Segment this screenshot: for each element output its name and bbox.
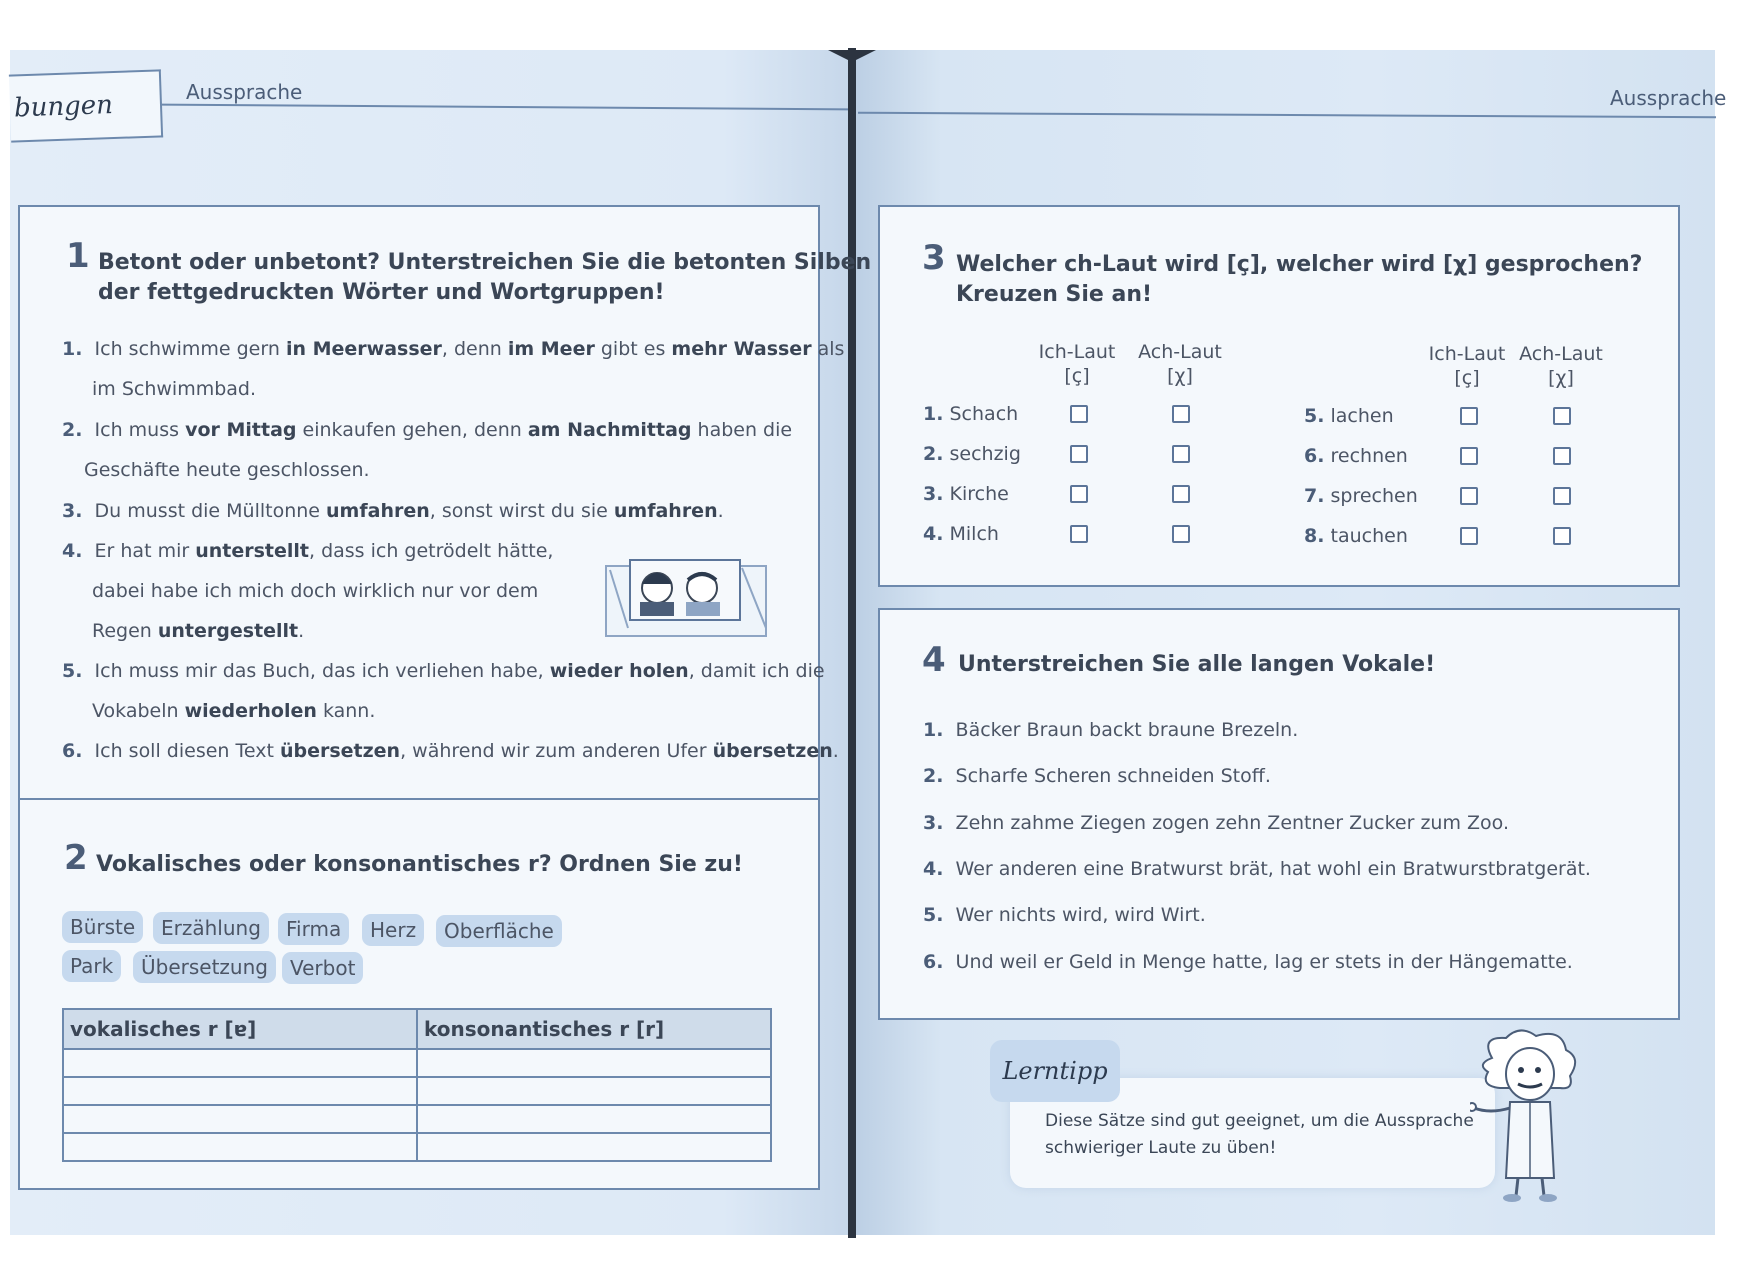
ex3-item-8: [1304, 525, 1408, 547]
checkbox-7-ach[interactable]: [1553, 487, 1571, 505]
ex4-item-1: [923, 719, 1298, 741]
bookmark-marker: [828, 50, 876, 62]
exercise-4-number: 4: [922, 640, 946, 680]
ex3-item-num: 6.: [1304, 445, 1325, 467]
checkbox-8-ich[interactable]: [1460, 527, 1478, 545]
ex4-item-text: Wer anderen eine Bratwurst brät, hat wohl ein Bratwurstbratgerät.: [955, 858, 1591, 880]
window-people-illustration: [602, 558, 772, 640]
ex3-item-7: [1304, 485, 1418, 507]
ex3-item-word: lachen: [1330, 405, 1394, 427]
ex3-item-num: 2.: [923, 443, 944, 465]
ex3-item-word: sprechen: [1330, 485, 1418, 507]
ex4-item-5: [923, 904, 1206, 926]
ex1-item-5-line2: Vokabeln wiederholen kann.: [92, 700, 376, 722]
checkbox-4-ich[interactable]: [1070, 525, 1088, 543]
checkbox-6-ich[interactable]: [1460, 447, 1478, 465]
col-ach-laut-left: [1125, 340, 1235, 388]
lerntipp-text: [1045, 1108, 1474, 1162]
lerntipp-line2: schwieriger Laute zu üben!: [1045, 1138, 1277, 1158]
exercise-3-title-line1: Welcher ch-Laut wird [ç], welcher wird [χ] gesprochen?: [956, 252, 1643, 277]
checkbox-7-ich[interactable]: [1460, 487, 1478, 505]
ex4-item-text: Bäcker Braun backt braune Brezeln.: [955, 719, 1299, 741]
table-cell[interactable]: [417, 1105, 771, 1133]
right-header-title: Aussprache: [1610, 86, 1727, 110]
checkbox-3-ich[interactable]: [1070, 485, 1088, 503]
ex1-item-1-line2: im Schwimmbad.: [92, 378, 257, 400]
col-vokalisch: vokalisches r [ɐ]: [63, 1009, 417, 1049]
ex1-item-4-line1: 4. Er hat mir unterstellt, dass ich getrödelt hätte,: [62, 540, 554, 562]
left-header-title: Aussprache: [186, 80, 303, 104]
ex4-item-num: 5.: [923, 904, 944, 926]
checkbox-5-ach[interactable]: [1553, 407, 1571, 425]
ex3-item-num: 8.: [1304, 525, 1325, 547]
ex3-item-5: [1304, 405, 1394, 427]
ex1-item-5-line1: 5. Ich muss mir das Buch, das ich verliehen habe, wieder holen, damit ich die: [62, 660, 825, 682]
col-ach-label: Ach-Laut: [1138, 341, 1222, 363]
book-spine: [848, 48, 856, 1238]
ex4-item-text: Wer nichts wird, wird Wirt.: [955, 904, 1206, 926]
lerntipp-line1: Diese Sätze sind gut geeignet, um die Aussprache: [1045, 1111, 1474, 1131]
checkbox-8-ach[interactable]: [1553, 527, 1571, 545]
table-cell[interactable]: [417, 1049, 771, 1077]
col-ich-label: Ich-Laut: [1038, 341, 1116, 363]
ex4-item-text: Scharfe Scheren schneiden Stoff.: [955, 765, 1271, 787]
exercise-3-title-line2: Kreuzen Sie an!: [956, 282, 1153, 307]
col-ich-laut-left: [1022, 340, 1132, 388]
col-ich-symbol: [ç]: [1064, 365, 1090, 387]
ex3-item-num: 7.: [1304, 485, 1325, 507]
ex1-item-3: 3. Du musst die Mülltonne umfahren, sonst wirst du sie umfahren.: [62, 500, 724, 522]
ex4-item-num: 4.: [923, 858, 944, 880]
ex1-item-2-line2: Geschäfte heute geschlossen.: [84, 459, 370, 481]
col-ach-label: Ach-Laut: [1519, 343, 1603, 365]
word-chip-5: Oberfläche: [436, 915, 562, 947]
checkbox-5-ich[interactable]: [1460, 407, 1478, 425]
checkbox-1-ach[interactable]: [1172, 405, 1190, 423]
ex4-item-num: 2.: [923, 765, 944, 787]
ex3-item-word: sechzig: [949, 443, 1021, 465]
ex3-item-num: 3.: [923, 483, 944, 505]
table-cell[interactable]: [63, 1077, 417, 1105]
col-ich-symbol: [ç]: [1454, 367, 1480, 389]
ex4-item-4: [923, 858, 1591, 880]
ex1-item-1-line1: 1. Ich schwimme gern in Meerwasser, denn im Meer gibt es mehr Wasser als: [62, 338, 845, 360]
ex1-item-4-line2: dabei habe ich mich doch wirklich nur vor dem: [92, 580, 539, 602]
col-ach-laut-right: [1506, 342, 1616, 390]
ex4-item-num: 1.: [923, 719, 944, 741]
col-ach-symbol: [χ]: [1548, 367, 1574, 389]
ex3-item-1: [923, 403, 1018, 425]
ex3-item-word: rechnen: [1330, 445, 1408, 467]
table-cell[interactable]: [63, 1105, 417, 1133]
table-cell[interactable]: [417, 1077, 771, 1105]
col-konsonantisch: konsonantisches r [r]: [417, 1009, 771, 1049]
col-ich-label: Ich-Laut: [1428, 343, 1506, 365]
word-chip-7: Übersetzung: [133, 951, 276, 983]
exercise-3-number: 3: [922, 238, 946, 278]
word-chip-2: Erzählung: [153, 912, 269, 944]
checkbox-1-ich[interactable]: [1070, 405, 1088, 423]
checkbox-4-ach[interactable]: [1172, 525, 1190, 543]
checkbox-6-ach[interactable]: [1553, 447, 1571, 465]
ex1-item-2-line1: 2. Ich muss vor Mittag einkaufen gehen, denn am Nachmittag haben die: [62, 419, 793, 441]
exercise-4-title: Unterstreichen Sie alle langen Vokale!: [958, 652, 1436, 677]
ex3-item-2: [923, 443, 1021, 465]
exercise-1-title-line2: der fettgedruckten Wörter und Wortgruppen!: [98, 280, 665, 305]
ex3-item-3: [923, 483, 1009, 505]
ex1-item-4-line3: Regen untergestellt.: [92, 620, 305, 642]
table-cell[interactable]: [417, 1133, 771, 1161]
lerntipp-badge: Lerntipp: [990, 1040, 1120, 1102]
exercise-1-title-line1: Betont oder unbetont? Unterstreichen Sie die betonten Silben: [98, 250, 872, 275]
ex4-item-6: [923, 951, 1573, 973]
ex4-item-text: Und weil er Geld in Menge hatte, lag er stets in der Hängematte.: [955, 951, 1573, 973]
ex3-item-word: Schach: [949, 403, 1019, 425]
ex3-item-word: tauchen: [1330, 525, 1408, 547]
ex4-item-text: Zehn zahme Ziegen zogen zehn Zentner Zucker zum Zoo.: [955, 812, 1509, 834]
checkbox-3-ach[interactable]: [1172, 485, 1190, 503]
professor-illustration: [1470, 1028, 1590, 1203]
word-chip-4: Herz: [362, 914, 424, 946]
exercise-3-title: [956, 250, 1642, 310]
exercise-1-title: [98, 248, 871, 308]
table-cell[interactable]: [63, 1049, 417, 1077]
ex3-item-6: [1304, 445, 1408, 467]
ex3-item-word: Milch: [949, 523, 999, 545]
section-tab: bungen: [9, 69, 163, 142]
ex3-item-num: 5.: [1304, 405, 1325, 427]
word-chip-1: Bürste: [62, 911, 143, 943]
ex4-item-2: [923, 765, 1271, 787]
r-sorting-table: [62, 1008, 772, 1162]
ex3-item-num: 1.: [923, 403, 944, 425]
ex4-item-num: 3.: [923, 812, 944, 834]
word-chip-8: Verbot: [282, 952, 363, 984]
exercise-1-number: 1: [66, 236, 90, 276]
ex3-item-4: [923, 523, 999, 545]
table-cell[interactable]: [63, 1133, 417, 1161]
word-chip-3: Firma: [278, 913, 349, 945]
ex4-item-num: 6.: [923, 951, 944, 973]
ex1-item-6: 6. Ich soll diesen Text übersetzen, während wir zum anderen Ufer übersetzen.: [62, 740, 839, 762]
exercise-2-title: Vokalisches oder konsonantisches r? Ordnen Sie zu!: [96, 852, 743, 877]
ex4-item-3: [923, 812, 1509, 834]
exercise-2-number: 2: [64, 838, 88, 878]
ex3-item-word: Kirche: [949, 483, 1009, 505]
ex3-item-num: 4.: [923, 523, 944, 545]
col-ach-symbol: [χ]: [1167, 365, 1193, 387]
word-chip-6: Park: [62, 950, 121, 982]
checkbox-2-ich[interactable]: [1070, 445, 1088, 463]
checkbox-2-ach[interactable]: [1172, 445, 1190, 463]
